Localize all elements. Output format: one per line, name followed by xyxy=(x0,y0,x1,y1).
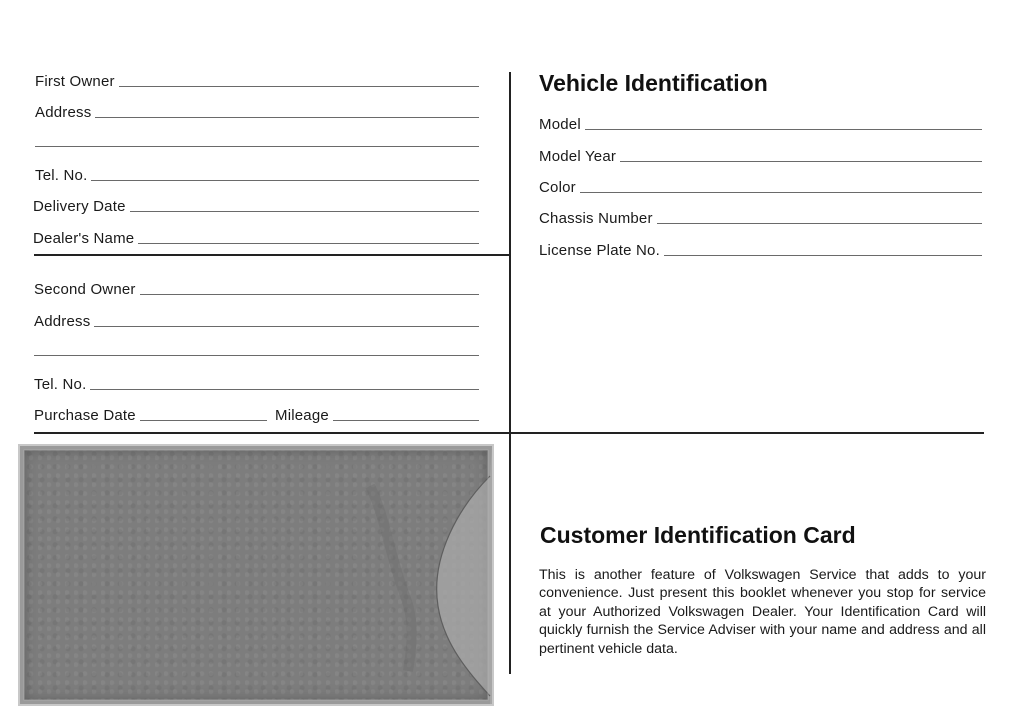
color-label: Color xyxy=(539,179,576,196)
color-line xyxy=(580,192,982,193)
second-owner-address-line xyxy=(94,326,479,327)
first-owner-address-label: Address xyxy=(35,104,92,121)
identification-card-pocket[interactable] xyxy=(18,444,494,706)
second-owner-tel-field[interactable] xyxy=(34,373,479,393)
first-owner-tel-field[interactable] xyxy=(35,164,479,184)
dealer-name-label: Dealer's Name xyxy=(33,230,135,247)
owner-divider xyxy=(34,254,510,256)
first-owner-address-line xyxy=(95,117,479,118)
first-owner-label: First Owner xyxy=(35,73,115,90)
delivery-date-label: Delivery Date xyxy=(33,198,126,215)
purchase-date-field[interactable] xyxy=(34,404,267,424)
mileage-label: Mileage xyxy=(275,407,329,424)
second-owner-address-line-2[interactable] xyxy=(34,355,479,356)
model-year-label: Model Year xyxy=(539,148,617,165)
model-label: Model xyxy=(539,116,581,133)
pocket-flap-graphic xyxy=(20,446,492,704)
customer-card-description: This is another feature of Volkswagen Service that adds to your convenience. Just present this booklet whenever you stop for service at your Authorized Volkswagen Dealer. Your Identification Card will quickly furnish the Service Adviser with your name and address and all pertinent vehicle data. xyxy=(539,567,986,657)
license-plate-field[interactable] xyxy=(539,239,982,259)
second-owner-address-field[interactable] xyxy=(34,310,479,330)
model-year-field[interactable] xyxy=(539,145,982,165)
license-plate-line xyxy=(664,255,982,256)
second-owner-line xyxy=(140,294,479,295)
mileage-line xyxy=(333,420,479,421)
mileage-field[interactable] xyxy=(275,404,479,424)
dealer-name-line xyxy=(138,243,479,244)
first-owner-field[interactable] xyxy=(35,70,479,90)
first-owner-tel-line xyxy=(91,180,479,181)
second-owner-field[interactable] xyxy=(34,278,479,298)
color-field[interactable] xyxy=(539,176,982,196)
second-owner-address-label: Address xyxy=(34,313,91,330)
chassis-number-line xyxy=(657,223,982,224)
first-owner-line xyxy=(119,86,479,87)
license-plate-label: License Plate No. xyxy=(539,242,660,259)
first-owner-address-field[interactable] xyxy=(35,101,479,121)
pocket-inner-border xyxy=(24,450,488,700)
dealer-name-field[interactable] xyxy=(33,227,479,247)
chassis-number-field[interactable] xyxy=(539,207,982,227)
customer-card-title: Customer Identification Card xyxy=(540,522,856,548)
model-year-line xyxy=(620,161,982,162)
chassis-number-label: Chassis Number xyxy=(539,210,653,227)
delivery-date-line xyxy=(130,211,479,212)
model-field[interactable] xyxy=(539,113,982,133)
model-line xyxy=(585,129,982,130)
purchase-date-label: Purchase Date xyxy=(34,407,136,424)
first-owner-address-line-2[interactable] xyxy=(35,146,479,147)
purchase-date-line xyxy=(140,420,267,421)
pocket-stain xyxy=(370,486,412,671)
first-owner-tel-label: Tel. No. xyxy=(35,167,88,184)
delivery-date-field[interactable] xyxy=(33,195,479,215)
vehicle-identification-title: Vehicle Identification xyxy=(539,70,768,96)
second-owner-label: Second Owner xyxy=(34,281,136,298)
second-owner-tel-label: Tel. No. xyxy=(34,376,87,393)
second-owner-tel-line xyxy=(90,389,479,390)
center-divider xyxy=(509,72,511,674)
